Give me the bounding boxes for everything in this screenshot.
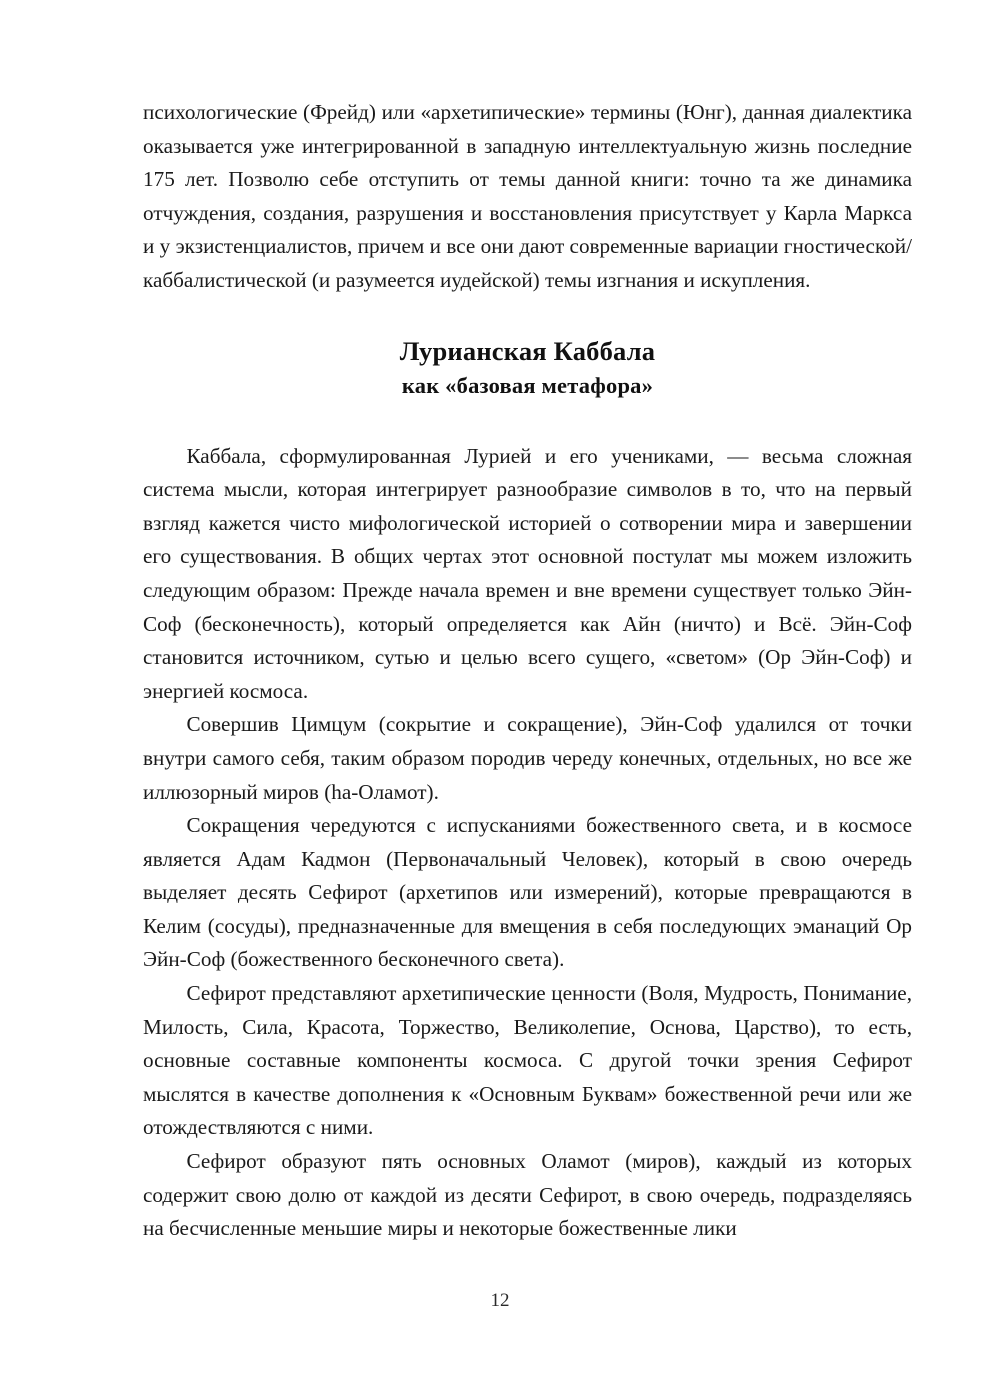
- section-heading: [143, 334, 912, 402]
- intro-paragraph: психологические (Фрейд) или «архетипические» термины (Юнг), данная диалектика оказывается уже интегрированной в западную интеллектуальную жизнь последние 175 лет. Позволю себе отступить от темы данной книги: точно та же динамика отчуждения, создания, разрушения и восстановления присутствует у Карла Маркса и у экзистенциалистов, причем и все они дают современные вариации гностической/ каббалистической (и разумеется иудейской) темы изгнания и искупления.: [143, 100, 912, 292]
- spacer-before-heading: [143, 298, 912, 304]
- body-paragraph-1: Каббала, сформулированная Лурией и его учениками, — весьма сложная система мысли, которая интегрирует разнообразие символов в то, что на первый взгляд кажется чисто мифологической историей о сотворении мира и завершении его существования. В общих чертах этот основной постулат мы можем изложить следующим образом: Прежде начала времен и вне времени существует только Эйн-Соф (бесконечность), который определяется как Айн (ничто) и Всё. Эйн-Соф становится источником, сутью и целью всего сущего, «светом» (Ор Эйн-Соф) и энергией космоса.: [143, 443, 912, 703]
- body-paragraph-2: Совершив Цимцум (сокрытие и сокращение), Эйн-Соф удалился от точки внутри самого себя, таким образом породив череду конечных, отдельных, но все же иллюзорный миров (ha-Оламот).: [143, 712, 912, 804]
- section-heading-title: Лурианская Каббала: [399, 335, 656, 366]
- page-number: 12: [490, 1290, 510, 1311]
- body-paragraph-3: Сокращения чередуются с испусканиями божественного света, и в космосе является Адам Кадмон (Первоначальный Человек), который в свою очередь выделяет десять Сефирот (архетипов или измерений), которые превращаются в Келим (сосуды), предназначенные для вмещения в себя последующих эманаций Ор Эйн-Соф (божественного бесконечного света).: [143, 813, 912, 972]
- section-heading-subtitle: как «базовая метафора»: [401, 372, 654, 398]
- body-paragraph-5: Сефирот образуют пять основных Оламот (миров), каждый из которых содержит свою долю от каждой из десяти Сефирот, в свою очередь, подразделяясь на бесчисленные меньшие миры и некоторые божественные лики: [143, 1149, 912, 1241]
- body-paragraph-4: Сефирот представляют архетипические ценности (Воля, Мудрость, Понимание, Милость, Сила, Красота, Торжество, Великолепие, Основа, Царство), то есть, основные составные компоненты космоса. С другой точки зрения Сефирот мыслятся в качестве дополнения к «Основным Буквам» божественной речи или же отождествляются с ними.: [143, 981, 912, 1140]
- page-text-block: [143, 96, 912, 1246]
